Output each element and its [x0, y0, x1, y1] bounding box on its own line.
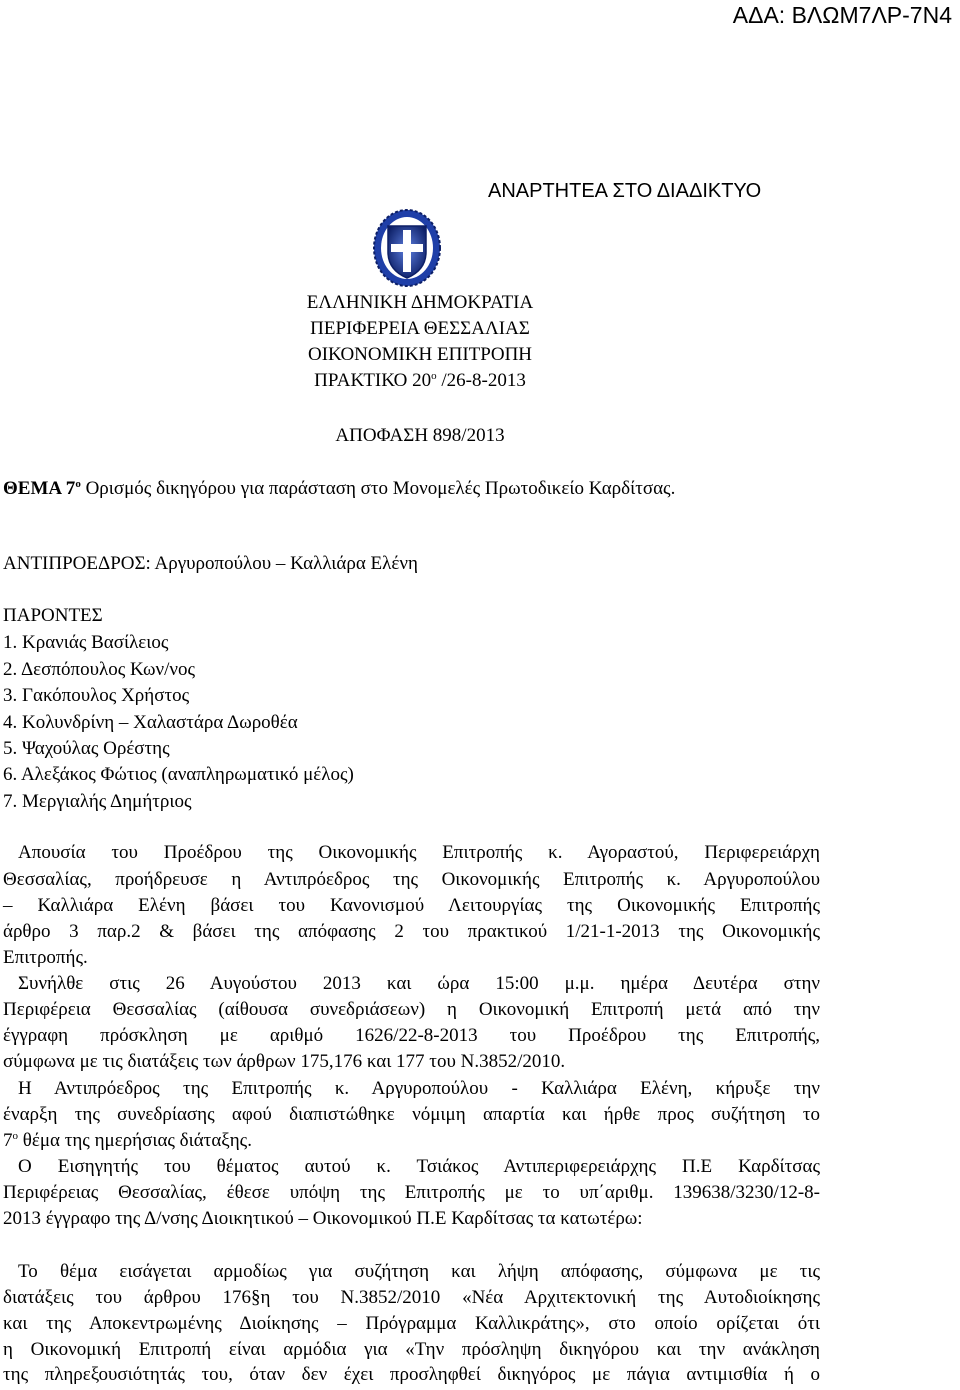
member-item: 1. Κρανιάς Βασίλειος: [3, 632, 169, 653]
body-line: της πληρεξουσιότητάς του, όταν δεν έχει προσληφθεί δικηγόρος με πάγια αντιμισθία ή ο: [3, 1364, 820, 1385]
body-line: Θεσσαλίας, προήδρευσε η Αντιπρόεδρος της Οικονομικής Επιτροπής κ. Αργυροπούλου: [3, 869, 820, 890]
body-line: έναρξη της συνεδρίασης αφού διαπιστώθηκε νόμιμη απαρτία και ήρθε προς συζήτηση το: [3, 1104, 820, 1125]
body-line: Το θέμα εισάγεται αρμοδίως για συζήτηση και λήψη απόφασης, σύμφωνα με τις: [18, 1261, 820, 1282]
body-line: η Οικονομική Επιτροπή είναι αρμόδια για «Την πρόσληψη δικηγόρου και την ανάκληση: [3, 1339, 820, 1360]
body-line: άρθρο 3 παρ.2 & βάσει της απόφασης 2 του πρακτικού 1/21-1-2013 της Οικονομικής: [3, 921, 820, 942]
vice-chair: ΑΝΤΙΠΡΟΕΔΡΟΣ: Αργυροπούλου – Καλλιάρα Ελένη: [3, 553, 418, 574]
ada-code: ΑΔΑ: ΒΛΩΜ7ΛΡ-7Ν4: [732, 2, 952, 28]
greek-coat-of-arms-icon: [372, 208, 442, 288]
member-item: 2. Δεσπόπουλος Κων/νος: [3, 659, 195, 680]
header-region: ΠΕΡΙΦΕΡΕΙΑ ΘΕΣΣΑΛΙΑΣ: [310, 318, 530, 339]
member-item: 4. Κολυνδρίνη – Χαλαστάρα Δωροθέα: [3, 712, 298, 733]
body-line: διατάξεις του άρθρου 176§η του Ν.3852/2010 «Νέα Αρχιτεκτονική της Αυτοδιοίκησης: [3, 1287, 820, 1308]
body-line: Περιφέρεια Θεσσαλίας (αίθουσα συνεδριάσεων) η Οικονομική Επιτροπή μετά από την: [3, 999, 820, 1020]
header-republic: ΕΛΛΗΝΙΚΗ ΔΗΜΟΚΡΑΤΙΑ: [306, 292, 534, 313]
header-committee: ΟΙΚΟΝΟΜΙΚΗ ΕΠΙΤΡΟΠΗ: [307, 344, 533, 365]
body-line: Απουσία του Προέδρου της Οικονομικής Επιτροπής κ. Αγοραστού, Περιφερειάρχη: [18, 842, 820, 863]
body-line: Συνήλθε στις 26 Αυγούστου 2013 και ώρα 15:00 μ.μ. ημέρα Δευτέρα στην: [18, 973, 820, 994]
body-line: 2013 έγγραφο της Δ/νσης Διοικητικού – Οικονομικού Π.Ε Καρδίτσας τα κατωτέρω:: [3, 1208, 643, 1229]
member-item: 7. Μεργιαλής Δημήτριος: [3, 791, 192, 812]
posting-notice: ΑΝΑΡΤΗΤΕΑ ΣΤΟ ΔΙΑΔΙΚΤΥΟ: [488, 180, 762, 202]
body-line: $7^o$ θέμα της ημερήσιας διάταξης.: [3, 1130, 252, 1151]
decision-number: ΑΠΟΦΑΣΗ 898/2013: [335, 425, 505, 446]
member-item: 3. Γακόπουλος Χρήστος: [3, 685, 190, 706]
body-line: σύμφωνα με τις διατάξεις των άρθρων 175,176 και 177 του Ν.3852/2010.: [3, 1051, 566, 1072]
body-line: Επιτροπής.: [3, 947, 88, 968]
member-item: 5. Ψαχούλας Ορέστης: [3, 738, 170, 759]
header-minutes: ΠΡΑΚΤΙΚΟ $20^o$ /26-8-2013: [314, 370, 526, 391]
body-line: – Καλλιάρα Ελένη βάσει του Κανονισμού Λειτουργίας της Οικονομικής Επιτροπής: [3, 895, 820, 916]
body-line: και της Αποκεντρωμένης Διοίκησης – Πρόγραμμα Καλλικράτης», στο οποίο ορίζεται ότι: [3, 1313, 820, 1334]
subject-line: ΘΕΜΑ $7^o$ Ορισμός δικηγόρου για παράσταση στο Μονομελές Πρωτοδικείο Καρδίτσας.: [3, 478, 676, 499]
present-title: ΠΑΡΟΝΤΕΣ: [3, 605, 103, 626]
body-line: Ο Εισηγητής του θέματος αυτού κ. Τσιάκος Αντιπεριφερειάρχης Π.Ε Καρδίτσας: [18, 1156, 820, 1177]
body-line: έγγραφη πρόσκληση με αριθμό 1626/22-8-2013 του Προέδρου της Επιτροπής,: [3, 1025, 820, 1046]
member-item: 6. Αλεξάκος Φώτιος (αναπληρωματικό μέλος): [3, 764, 354, 785]
body-line: Η Αντιπρόεδρος της Επιτροπής κ. Αργυροπούλου - Καλλιάρα Ελένη, κήρυξε την: [18, 1078, 820, 1099]
body-line: Περιφέρειας Θεσσαλίας, έθεσε υπόψη της Επιτροπής με το υπ΄αριθμ. 139638/3230/12-8-: [3, 1182, 820, 1203]
